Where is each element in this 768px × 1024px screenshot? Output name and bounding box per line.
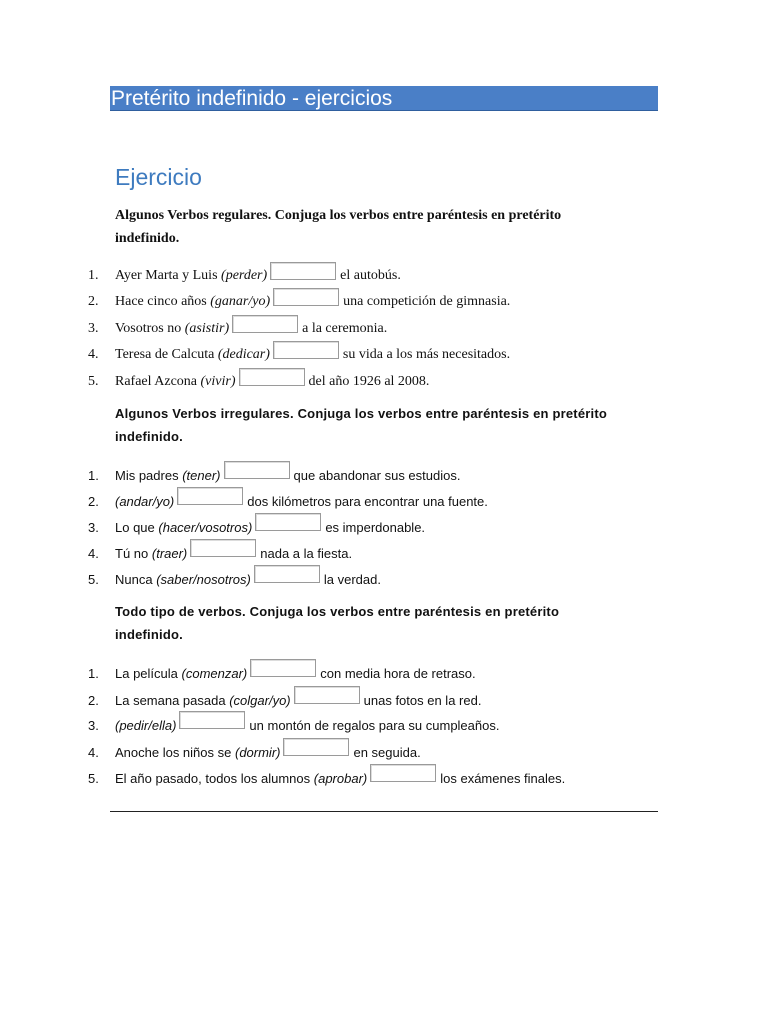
item-text-after: nada a la fiesta. <box>260 546 353 561</box>
item-text-after: un montón de regalos para su cumpleaños. <box>249 718 500 733</box>
section-3-instruction: Todo tipo de verbos. Conjuga los verbos entre paréntesis en pretérito indefinido. <box>115 604 560 642</box>
verb-hint: (perder) <box>221 268 268 283</box>
item-number: 1. <box>88 468 99 483</box>
verb-hint: (pedir/ella) <box>115 718 177 733</box>
item-number: 2. <box>88 294 99 309</box>
answer-input[interactable] <box>224 461 290 479</box>
item-text-after: una competición de gimnasia. <box>343 294 511 309</box>
answer-input[interactable] <box>270 262 336 280</box>
answer-input[interactable] <box>179 711 245 729</box>
verb-hint: (colgar/yo) <box>229 693 291 708</box>
verb-hint: (traer) <box>151 546 188 561</box>
item-text-before: Hace cinco años <box>115 294 207 309</box>
item-text-before: Ayer Marta y Luis <box>115 268 218 283</box>
item-number: 4. <box>88 546 99 561</box>
item-text-after: a la ceremonia. <box>302 321 388 336</box>
item-text-before: Vosotros no <box>115 321 182 336</box>
verb-hint: (dedicar) <box>217 347 270 362</box>
item-number: 3. <box>88 321 99 336</box>
item-text-after: el autobús. <box>340 268 401 283</box>
section-1-instruction: Algunos Verbos regulares. Conjuga los verbos entre paréntesis en pretérito indefinido. <box>115 208 562 246</box>
item-number: 5. <box>88 771 99 786</box>
item-text-before: Nunca <box>115 572 153 587</box>
answer-input[interactable] <box>255 513 321 531</box>
exercise-heading: Ejercicio <box>115 164 202 190</box>
verb-hint: (dormir) <box>234 745 281 760</box>
verb-hint: (asistir) <box>184 321 230 336</box>
item-number: 4. <box>88 745 99 760</box>
answer-input[interactable] <box>254 565 320 583</box>
verb-hint: (andar/yo) <box>115 494 175 509</box>
verb-hint: (comenzar) <box>181 666 248 681</box>
item-text-after: la verdad. <box>323 572 381 587</box>
verb-hint: (ganar/yo) <box>210 294 271 309</box>
answer-input[interactable] <box>273 288 339 306</box>
item-text-after: unas fotos en la red. <box>363 693 482 708</box>
item-text-before: La película <box>115 666 178 681</box>
item-number: 2. <box>88 693 99 708</box>
verb-hint: (vivir) <box>200 374 236 389</box>
item-number: 5. <box>88 572 99 587</box>
item-text-before: Lo que <box>115 520 155 535</box>
item-number: 5. <box>88 374 99 389</box>
answer-input[interactable] <box>190 539 256 557</box>
item-text-after: en seguida. <box>353 745 421 760</box>
item-number: 3. <box>88 718 99 733</box>
answer-input[interactable] <box>250 659 316 677</box>
bottom-divider <box>110 811 658 812</box>
verb-hint: (aprobar) <box>313 771 368 786</box>
answer-input[interactable] <box>283 738 349 756</box>
verb-hint: (tener) <box>182 468 221 483</box>
answer-input[interactable] <box>177 487 243 505</box>
verb-hint: (hacer/vosotros) <box>158 520 253 535</box>
item-text-before: Anoche los niños se <box>115 745 232 760</box>
item-text-before: Tú no <box>115 546 149 561</box>
item-text-after: con media hora de retraso. <box>320 666 476 681</box>
item-text-before: La semana pasada <box>115 693 226 708</box>
answer-input[interactable] <box>273 341 339 359</box>
item-text-before: Teresa de Calcuta <box>115 347 215 362</box>
item-number: 3. <box>88 520 99 535</box>
item-text-after: que abandonar sus estudios. <box>293 468 461 483</box>
item-number: 2. <box>88 494 99 509</box>
item-text-after: del año 1926 al 2008. <box>308 374 430 389</box>
item-text-before: Rafael Azcona <box>115 374 198 389</box>
page-title: Pretérito indefinido - ejercicios <box>110 86 658 111</box>
item-text-after: los exámenes finales. <box>440 771 566 786</box>
answer-input[interactable] <box>232 315 298 333</box>
item-text-after: dos kilómetros para encontrar una fuente. <box>247 494 488 509</box>
item-number: 1. <box>88 666 99 681</box>
section-2-instruction: Algunos Verbos irregulares. Conjuga los verbos entre paréntesis en pretérito indefinido. <box>115 406 607 444</box>
item-text-after: su vida a los más necesitados. <box>342 347 511 362</box>
answer-input[interactable] <box>239 368 305 386</box>
item-number: 4. <box>88 347 99 362</box>
item-text-after: es imperdonable. <box>325 520 426 535</box>
item-text-before: Mis padres <box>115 468 179 483</box>
answer-input[interactable] <box>370 764 436 782</box>
verb-hint: (saber/nosotros) <box>156 572 251 587</box>
answer-input[interactable] <box>294 686 360 704</box>
item-text-before: El año pasado, todos los alumnos <box>115 771 311 786</box>
item-number: 1. <box>88 268 99 283</box>
